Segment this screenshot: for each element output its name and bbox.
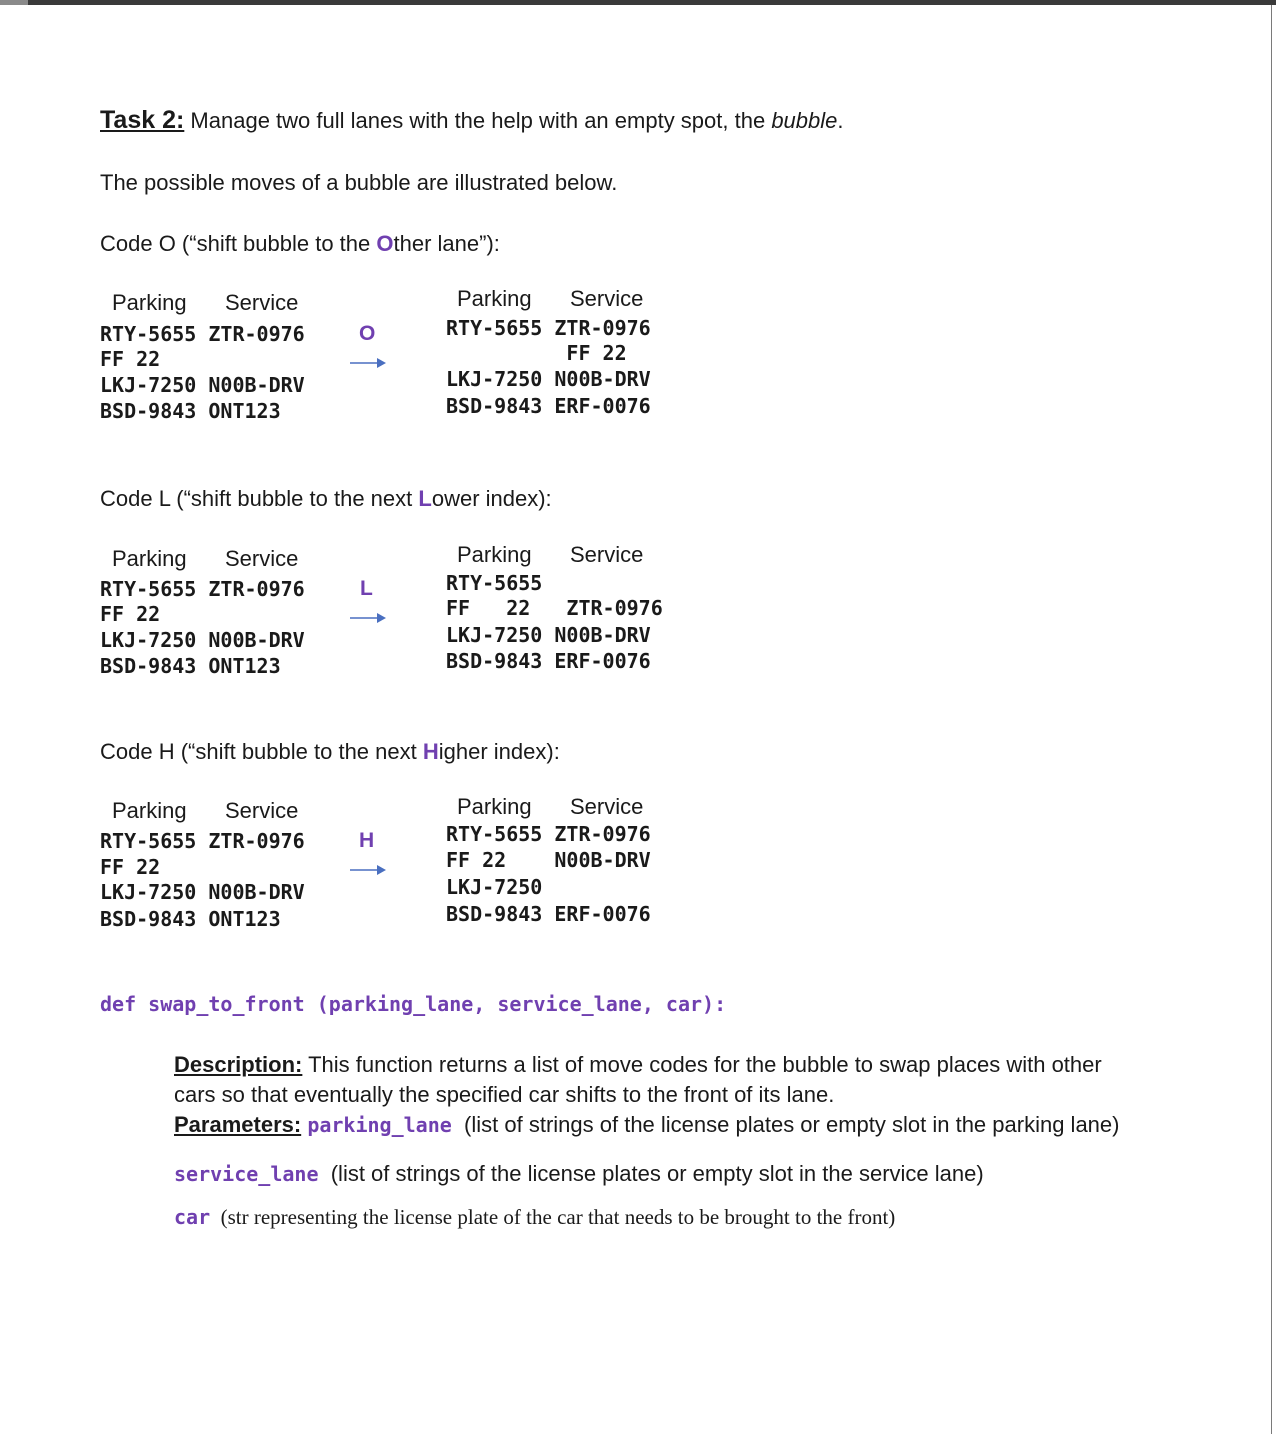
page-edge bbox=[1271, 5, 1272, 1434]
param-desc: (list of strings of the license plates or empty slot in the service lane) bbox=[330, 1161, 984, 1186]
heading-letter: L bbox=[418, 486, 432, 511]
param-name: service_lane bbox=[174, 1162, 319, 1186]
description-line-1 bbox=[174, 1052, 1102, 1078]
description-line-2: cars so that eventually the specified car shifts to the front of its lane. bbox=[174, 1082, 835, 1107]
task-period: . bbox=[837, 108, 844, 133]
after-row: RTY-5655 bbox=[446, 571, 543, 595]
arrow-right-icon bbox=[350, 612, 386, 624]
task-title bbox=[100, 106, 844, 135]
before-col-parking: Parking bbox=[112, 798, 187, 823]
after-col-service: Service bbox=[570, 794, 644, 819]
param-name: car bbox=[174, 1205, 211, 1229]
section-l-heading bbox=[100, 486, 552, 512]
parameters-line bbox=[174, 1112, 1119, 1138]
heading-letter: H bbox=[422, 739, 439, 764]
after-row: BSD-9843 ERF-0076 bbox=[446, 649, 651, 673]
heading-text: Code H (“shift bubble to the next bbox=[100, 739, 423, 764]
before-col-service: Service bbox=[225, 546, 299, 571]
parameter-service-lane bbox=[174, 1161, 984, 1187]
before-row: LKJ-7250 N00B-DRV bbox=[100, 373, 305, 397]
before-row: FF 22 bbox=[100, 347, 161, 371]
heading-text: ther lane”): bbox=[393, 231, 500, 256]
before-row: FF 22 bbox=[100, 855, 161, 879]
param-desc: (list of strings of the license plates or empty slot in the parking lane) bbox=[464, 1112, 1120, 1137]
after-row: LKJ-7250 bbox=[446, 875, 543, 899]
task-text: Manage two full lanes with the help with an empty spot, the bbox=[184, 108, 772, 133]
section-h-heading bbox=[100, 739, 560, 765]
before-col-service: Service bbox=[225, 798, 299, 823]
after-col-service: Service bbox=[570, 542, 644, 567]
before-row: RTY-5655 ZTR-0976 bbox=[100, 322, 305, 346]
after-col-parking: Parking bbox=[457, 542, 532, 567]
parameters-label: Parameters: bbox=[174, 1112, 302, 1137]
move-code-o: O bbox=[359, 322, 376, 345]
param-desc: (str representing the license plate of the car that needs to be brought to the front) bbox=[220, 1205, 896, 1229]
top-border-notch bbox=[0, 0, 28, 5]
before-row: LKJ-7250 N00B-DRV bbox=[100, 628, 305, 652]
section-o-heading bbox=[100, 231, 500, 257]
after-col-service: Service bbox=[570, 286, 644, 311]
description-label: Description: bbox=[174, 1052, 303, 1077]
before-row: FF 22 bbox=[100, 602, 161, 626]
after-row: RTY-5655 ZTR-0976 bbox=[446, 316, 651, 340]
task-label: Task 2: bbox=[100, 106, 185, 134]
after-row: BSD-9843 ERF-0076 bbox=[446, 902, 651, 926]
task-bubble-word: bubble bbox=[771, 108, 838, 133]
arrow-right-icon bbox=[350, 864, 386, 876]
after-row: RTY-5655 ZTR-0976 bbox=[446, 822, 651, 846]
after-row: LKJ-7250 N00B-DRV bbox=[446, 623, 651, 647]
heading-text: igher index): bbox=[438, 739, 560, 764]
param-name: parking_lane bbox=[307, 1113, 452, 1137]
before-row: BSD-9843 ONT123 bbox=[100, 654, 281, 678]
arrow-right-icon bbox=[350, 357, 386, 369]
heading-text: Code L (“shift bubble to the next bbox=[100, 486, 419, 511]
parameter-car bbox=[174, 1205, 895, 1230]
after-col-parking: Parking bbox=[457, 794, 532, 819]
description-text: This function returns a list of move codes for the bubble to swap places with other bbox=[302, 1052, 1102, 1077]
before-col-service: Service bbox=[225, 290, 299, 315]
before-row: LKJ-7250 N00B-DRV bbox=[100, 880, 305, 904]
move-code-h: H bbox=[359, 829, 375, 852]
before-col-parking: Parking bbox=[112, 290, 187, 315]
after-row: FF 22 N00B-DRV bbox=[446, 848, 651, 872]
before-col-parking: Parking bbox=[112, 546, 187, 571]
top-border bbox=[0, 0, 1276, 5]
intro-text: The possible moves of a bubble are illustrated below. bbox=[100, 170, 618, 195]
before-row: BSD-9843 ONT123 bbox=[100, 399, 281, 423]
move-code-l: L bbox=[360, 577, 373, 600]
function-signature: def swap_to_front (parking_lane, service_lane, car): bbox=[100, 992, 727, 1016]
after-row: FF 22 ZTR-0976 bbox=[446, 596, 663, 620]
before-row: BSD-9843 ONT123 bbox=[100, 907, 281, 931]
after-row: FF 22 bbox=[446, 341, 627, 365]
heading-text: ower index): bbox=[431, 486, 552, 511]
before-row: RTY-5655 ZTR-0976 bbox=[100, 829, 305, 853]
heading-letter: O bbox=[376, 231, 394, 256]
heading-text: Code O (“shift bubble to the bbox=[100, 231, 377, 256]
before-row: RTY-5655 ZTR-0976 bbox=[100, 577, 305, 601]
after-row: BSD-9843 ERF-0076 bbox=[446, 394, 651, 418]
after-row: LKJ-7250 N00B-DRV bbox=[446, 367, 651, 391]
after-col-parking: Parking bbox=[457, 286, 532, 311]
